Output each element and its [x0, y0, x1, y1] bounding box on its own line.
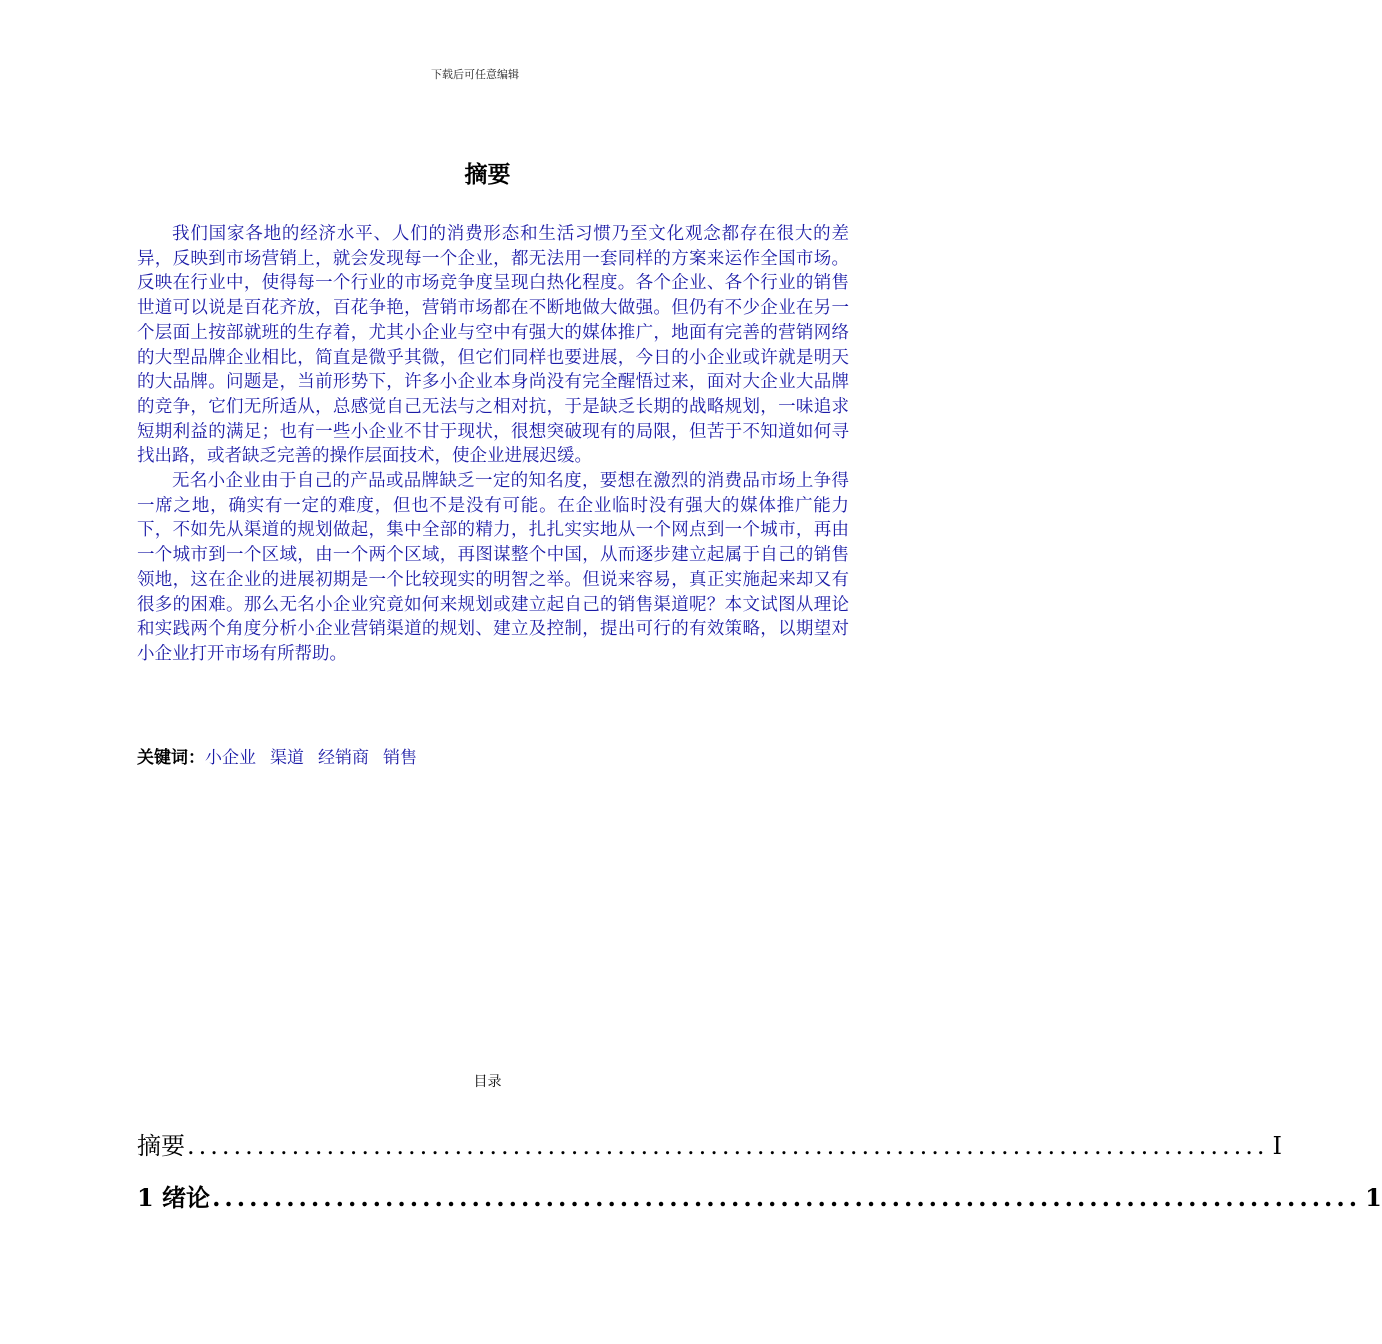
keyword-item: 小企业 [205, 748, 256, 768]
keywords-line [137, 746, 431, 770]
toc-entry-label: 摘要 [137, 1132, 185, 1160]
abstract-body [137, 222, 849, 667]
abstract-paragraph-2: 无名小企业由于自己的产品或品牌缺乏一定的知名度，要想在激烈的消费品市场上争得一席之地，确实有一定的难度，但也不是没有可能。在企业临时没有强大的媒体推广能力下，不如先从渠道的规划做起，集中全部的精力，扎扎实实地从一个网点到一个城市，再由一个城市到一个区域，由一个两个区域，再图谋整个中国，从而逐步建立起属于自己的销售领地，这在企业的进展初期是一个比较现实的明智之举。但说来容易，真正实施起来却又有很多的困难。那么无名小企业究竟如何来规划或建立起自己的销售渠道呢？本文试图从理论和实践两个角度分析小企业营销渠道的规划、建立及控制，提出可行的有效策略，以期望对小企业打开市场有所帮助。 [137, 471, 849, 664]
abstract-paragraph-1: 我们国家各地的经济水平、人们的消费形态和生活习惯乃至文化观念都存在很大的差异，反映到市场营销上，就会发现每一个企业，都无法用一套同样的方案来运作全国市场。反映在行业中，使得每一个行业的市场竞争度呈现白热化程度。各个企业、各个行业的销售世道可以说是百花齐放，百花争艳，营销市场都在不断地做大做强。但仍有不少企业在另一个层面上按部就班的生存着，尤其小企业与空中有强大的媒体推广，地面有完善的营销网络的大型品牌企业相比，简直是微乎其微，但它们同样也要进展，今日的小企业或许就是明天的大品牌。问题是，当前形势下，许多小企业本身尚没有完全醒悟过来，面对大企业大品牌的竞争，它们无所适从，总感觉自己无法与之相对抗，于是缺乏长期的战略规划，一味追求短期利益的满足；也有一些小企业不甘于现状，很想突破现有的局限，但苦于不知道如何寻找出路，或者缺乏完善的操作层面技术，使企业进展迟缓。 [137, 224, 849, 467]
keyword-item: 经销商 [318, 748, 369, 768]
toc-entry-abstract[interactable] [137, 1126, 1282, 1161]
keyword-item: 渠道 [270, 748, 304, 768]
keyword-item: 销售 [383, 748, 417, 768]
toc-entry-introduction[interactable] [137, 1178, 1382, 1213]
toc-leader-dots: ............................................................................................. [187, 1132, 1269, 1160]
toc-entry-page: I [1272, 1132, 1282, 1160]
abstract-title: 摘要 [464, 161, 511, 188]
keywords-label: 关键词： [137, 748, 205, 768]
toc-title: 目录 [473, 1074, 502, 1090]
page-header-note: 下载后可任意编辑 [431, 68, 519, 81]
toc-entry-label: 1 绪论 [137, 1183, 211, 1212]
toc-leader-dots: ............................................................................................. [212, 1183, 1362, 1212]
toc-entry-page: 1 [1365, 1183, 1382, 1212]
